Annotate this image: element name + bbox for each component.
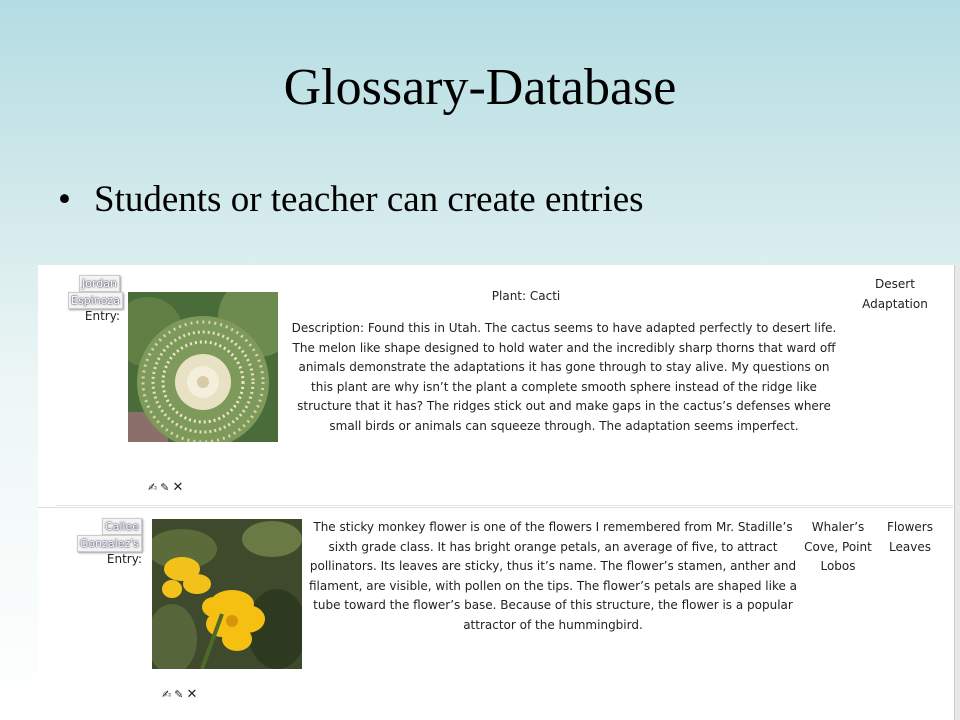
author-link-surname[interactable]: Gonzalez's — [77, 535, 142, 552]
bullet-dot: • — [58, 179, 71, 220]
entry-label: Entry: — [84, 309, 120, 323]
entry-category: Flowers Leaves — [887, 520, 933, 554]
entry-category: Desert Adaptation — [862, 277, 928, 311]
entry-tools — [148, 480, 186, 495]
scrollbar[interactable] — [954, 265, 960, 720]
entry-author — [74, 518, 142, 567]
bullet-text: Students or teacher can create entries — [94, 179, 644, 220]
edit-icon[interactable]: ✍ — [148, 481, 158, 494]
author-link[interactable]: Cailee — [102, 518, 142, 535]
entry-description: Description: Found this in Utah. The cactus seems to have adapted perfectly to desert life. The melon like shape designed to hold water and the incredibly sharp thorns that ward off animals demonstrate the adaptations it has gone through to stay alive. My questions on this plant are why isn’t the plant a complete smooth sphere instead of the ridge like structure that it has? The ridges stick out and make gaps in the cactus’s defenses where small birds or animals can squeeze through. The adaptation seems imperfect. — [291, 321, 837, 433]
glossary-entry — [38, 507, 953, 720]
author-link[interactable]: Jordan — [79, 275, 120, 292]
glossary-screenshot — [38, 265, 960, 720]
slide-title: Glossary-Database — [283, 59, 677, 116]
author-link-surname[interactable]: Espinoza — [68, 292, 123, 309]
entry-plant-name: Plant: Cacti — [491, 289, 561, 303]
flower-photo — [152, 519, 302, 669]
pencil-icon[interactable]: ✎ — [160, 481, 170, 494]
edit-icon[interactable]: ✍ — [162, 688, 172, 701]
entry-location: Whaler’s Cove, Point Lobos — [804, 520, 872, 573]
entry-author — [68, 275, 120, 324]
entry-description: The sticky monkey flower is one of the flowers I remembered from Mr. Stadille’s sixth grade class. It has bright orange petals, an average of five, to attract pollinators. Its leaves are sticky, thus it’s name. The flower’s stamen, anther and filament, are visible, with pollen on the tips. The flower’s petals are shaped like a tube toward the flower’s base. Because of this structure, the flower is a popular attractor of the hummingbird. — [308, 520, 798, 632]
entry-label: Entry: — [106, 552, 142, 566]
delete-icon[interactable]: ✕ — [186, 687, 198, 702]
pencil-icon[interactable]: ✎ — [174, 688, 184, 701]
entry-tools — [162, 687, 200, 702]
bullet-point — [58, 178, 644, 221]
glossary-entry — [38, 265, 953, 505]
entry-divider — [56, 505, 953, 506]
cactus-photo — [128, 292, 278, 442]
delete-icon[interactable]: ✕ — [172, 480, 184, 495]
